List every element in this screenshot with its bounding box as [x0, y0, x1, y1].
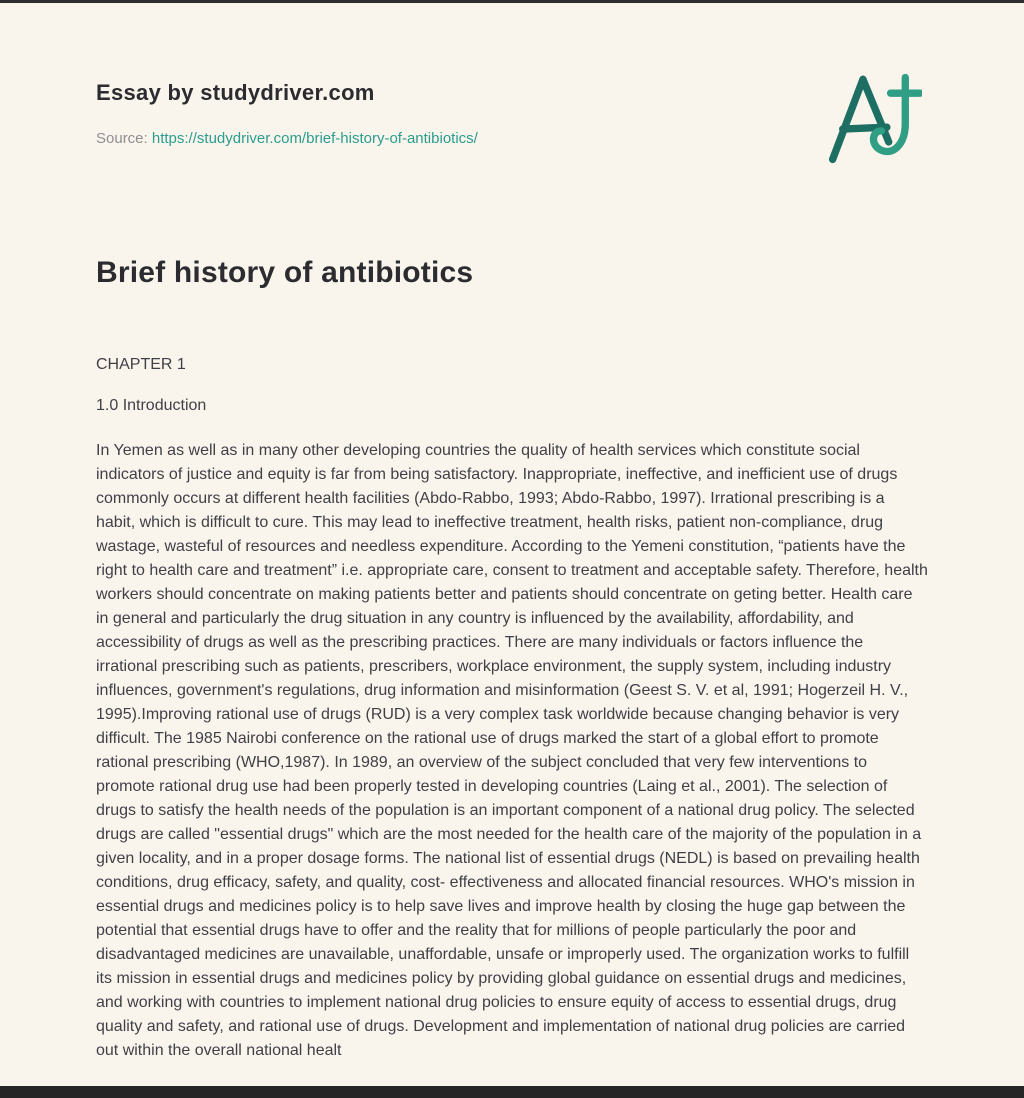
source-label: Source: — [96, 130, 148, 147]
page-header — [96, 76, 928, 164]
chapter-heading: CHAPTER 1 — [96, 356, 186, 373]
body-paragraph: In Yemen as well as in many other developing countries the quality of health services which constitute social indicators of justice and equity is far from being satisfactory. Inappropriate, ineffective, and inefficient use of drugs commonly occurs at different health facilities (Abdo-Rabbo, 1993; Abdo-Rabbo, 1997). Irrational prescribing is a habit, which is difficult to cure. This may lead to ineffective treatment, health risks, patient non-compliance, drug wastage, wasteful of resources and needless expenditure. According to the Yemeni constitution, “patients have the right to health care and treatment” i.e. appropriate care, consent to treatment and acceptable safety. Therefore, health workers should concentrate on making patients better and patients should concentrate on geting better. Health care in general and particularly the drug situation in any country is influenced by the availability, affordability, and accessibility of drugs as well as the prescribing practices. There are many individuals or factors influence the irrational prescribing such as patients, prescribers, workplace environment, the supply system, including industry influences, government's regulations, drug information and misinformation (Geest S. V. et al, 1991; Hogerzeil H. V., 1995).Improving rational use of drugs (RUD) is a very complex task worldwide because changing behavior is very difficult. The 1985 Nairobi conference on the rational use of drugs marked the start of a global effort to promote rational prescribing (WHO,1987). In 1989, an overview of the subject concluded that very few interventions to promote rational drug use had been properly tested in developing countries (Laing et al., 2001). The selection of drugs to satisfy the health needs of the population is an important component of a national drug policy. The selected drugs are called "essential drugs" which are the most needed for the health care of the majority of the population in a given locality, and in a proper dosage forms. The national list of essential drugs (NEDL) is based on prevailing health conditions, drug efficacy, safety, and quality, cost- effectiveness and allocated financial resources. WHO's mission in essential drugs and medicines policy is to help save lives and improve health by closing the huge gap between the potential that essential drugs have to offer and the reality that for millions of people particularly the poor and disadvantaged medicines are unavailable, unaffordable, unsafe or improperly used. The organization works to fulfill its mission in essential drugs and medicines policy by providing global guidance on essential drugs and medicines, and working with countries to implement national drug policies to ensure equity of access to essential drugs, drug quality and safety, and rational use of drugs. Development and implementation of national drug policies are carried out within the overall national healt — [96, 442, 928, 1059]
document-title: Brief history of antibiotics — [96, 256, 474, 289]
bottom-border — [0, 1086, 1024, 1098]
document-body — [96, 256, 928, 1063]
section-heading: 1.0 Introduction — [96, 397, 207, 414]
source-line — [96, 130, 478, 147]
studydriver-logo-icon — [826, 72, 922, 164]
source-url-link[interactable]: https://studydriver.com/brief-history-of-antibiotics/ — [151, 130, 478, 147]
essay-byline: Essay by studydriver.com — [96, 80, 375, 105]
top-border — [0, 0, 1024, 3]
header-text-block — [96, 76, 478, 147]
